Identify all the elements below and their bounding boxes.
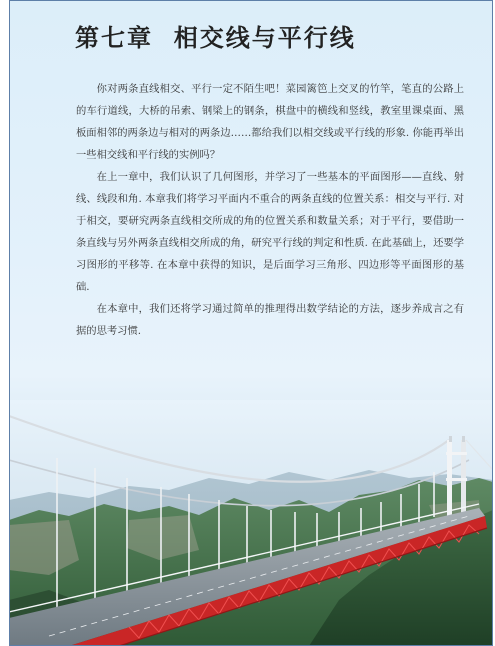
chapter-title: 第七章 相交线与平行线 [75,24,356,52]
intro-paragraph: 在上一章中，我们认识了几何图形，并学习了一些基本的平面图形——直线、射线、线段和角. 本章我们将学习平面内不重合的两条直线的位置关系：相交与平行. 对于相交，要研究两条直线相交所成的角的位置关系和数量关系；对于平行，要借助一条直线与另外两条直线相交所成的角，研究平行线的判定和性质. 在此基础上，还要学习图形的平移等. 在本章中获得的知识，是后面学习三角形、四边形等平面图形的基础. [76,171,464,293]
chapter-introduction [76,78,464,342]
intro-paragraph: 你对两条直线相交、平行一定不陌生吧！菜园篱笆上交叉的竹竿，笔直的公路上的车行道线，大桥的吊索、钢梁上的钢条，棋盘中的横线和竖线，教室里课桌面、黑板面相邻的两条边与相对的两条边……都给我们以相交线或平行线的形象. 你能再举出一些相交线和平行线的实例吗？ [76,83,464,161]
textbook-page [9,0,493,646]
intro-paragraph: 在本章中，我们还将学习通过简单的推理得出数学结论的方法，逐步养成言之有据的思考习惯. [76,303,464,337]
